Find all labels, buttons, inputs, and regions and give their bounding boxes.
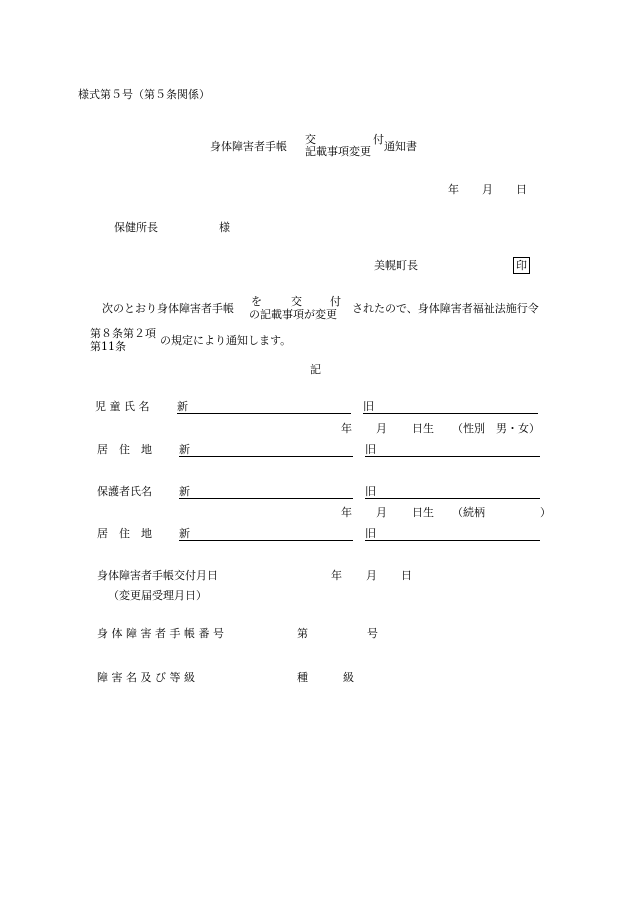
guardian-birth-month: 月	[376, 506, 387, 519]
body-no: の	[249, 308, 260, 321]
child-gender: （性別 男・女）	[452, 422, 540, 435]
body-rest: されたので、身体障害者福祉法施行令	[352, 302, 539, 315]
child-residence-label: 居 住 地	[97, 443, 152, 456]
body-koufu: 交	[291, 295, 302, 308]
sender-label: 美幌町長	[374, 259, 418, 272]
guardian-residence-new-label: 新	[179, 527, 190, 540]
title-suffix: 通知書	[384, 140, 417, 153]
issue-date-year: 年	[331, 569, 342, 582]
seal-mark: 印	[513, 257, 530, 274]
guardian-name-old-line[interactable]	[365, 498, 540, 499]
guardian-name-label: 保護者氏名	[97, 485, 152, 498]
notebook-number-label: 身 体 障 害 者 手 帳 番 号	[97, 627, 224, 640]
title-stack-top: 交	[305, 133, 316, 146]
disability-label: 障 害 名 及 び 等 級	[97, 671, 195, 684]
child-residence-old-label: 旧	[365, 443, 376, 456]
body-wo: を	[251, 295, 262, 308]
guardian-birth-day: 日生	[412, 506, 434, 519]
ki-heading: 記	[310, 363, 321, 376]
date-year: 年	[448, 183, 459, 196]
body-fu: 付	[330, 295, 341, 308]
child-name-new-label: 新	[177, 400, 188, 413]
issue-date-label: 身体障害者手帳交付月日	[97, 569, 218, 582]
disability-shu: 種	[297, 671, 308, 684]
guardian-name-new-line[interactable]	[179, 498, 353, 499]
body-ref-bottom: 第11条	[90, 340, 126, 353]
child-residence-new-label: 新	[179, 443, 190, 456]
guardian-relation: （続柄 ）	[452, 506, 551, 519]
child-residence-old-line[interactable]	[365, 456, 540, 457]
title-stack-right: 付	[373, 133, 384, 146]
title-stack-bottom: 記載事項変更	[305, 145, 371, 158]
body-ref-top: 第８条第２項	[90, 327, 156, 340]
body-ref-tail: の規定により通知します。	[160, 334, 292, 347]
change-date-label: （変更届受理月日）	[108, 589, 207, 602]
child-name-new-line[interactable]	[177, 413, 351, 414]
child-birth-day: 日生	[412, 422, 434, 435]
guardian-residence-label: 居 住 地	[97, 527, 152, 540]
guardian-residence-old-label: 旧	[365, 527, 376, 540]
child-residence-new-line[interactable]	[179, 456, 353, 457]
issue-date-day: 日	[401, 569, 412, 582]
child-birth-month: 月	[376, 422, 387, 435]
notebook-number-gou: 号	[367, 627, 378, 640]
form-label: 様式第５号（第５条関係）	[78, 88, 210, 101]
child-name-old-line[interactable]	[363, 413, 538, 414]
guardian-name-old-label: 旧	[365, 485, 376, 498]
addressee-label: 保健所長	[114, 221, 158, 234]
addressee-honorific: 様	[219, 221, 230, 234]
notebook-number-dai: 第	[297, 627, 308, 640]
date-month: 月	[482, 183, 493, 196]
guardian-residence-old-line[interactable]	[365, 540, 540, 541]
body-lead: 次のとおり身体障害者手帳	[102, 302, 234, 315]
guardian-birth-year: 年	[341, 506, 352, 519]
child-birth-year: 年	[341, 422, 352, 435]
guardian-name-new-label: 新	[179, 485, 190, 498]
title-prefix: 身体障害者手帳	[210, 140, 287, 153]
date-day: 日	[516, 183, 527, 196]
disability-kyu: 級	[343, 671, 354, 684]
body-kisai: 記載事項が変更	[260, 308, 337, 321]
guardian-residence-new-line[interactable]	[179, 540, 353, 541]
child-name-old-label: 旧	[363, 400, 374, 413]
issue-date-month: 月	[366, 569, 377, 582]
child-name-label: 児 童 氏 名	[95, 400, 150, 413]
